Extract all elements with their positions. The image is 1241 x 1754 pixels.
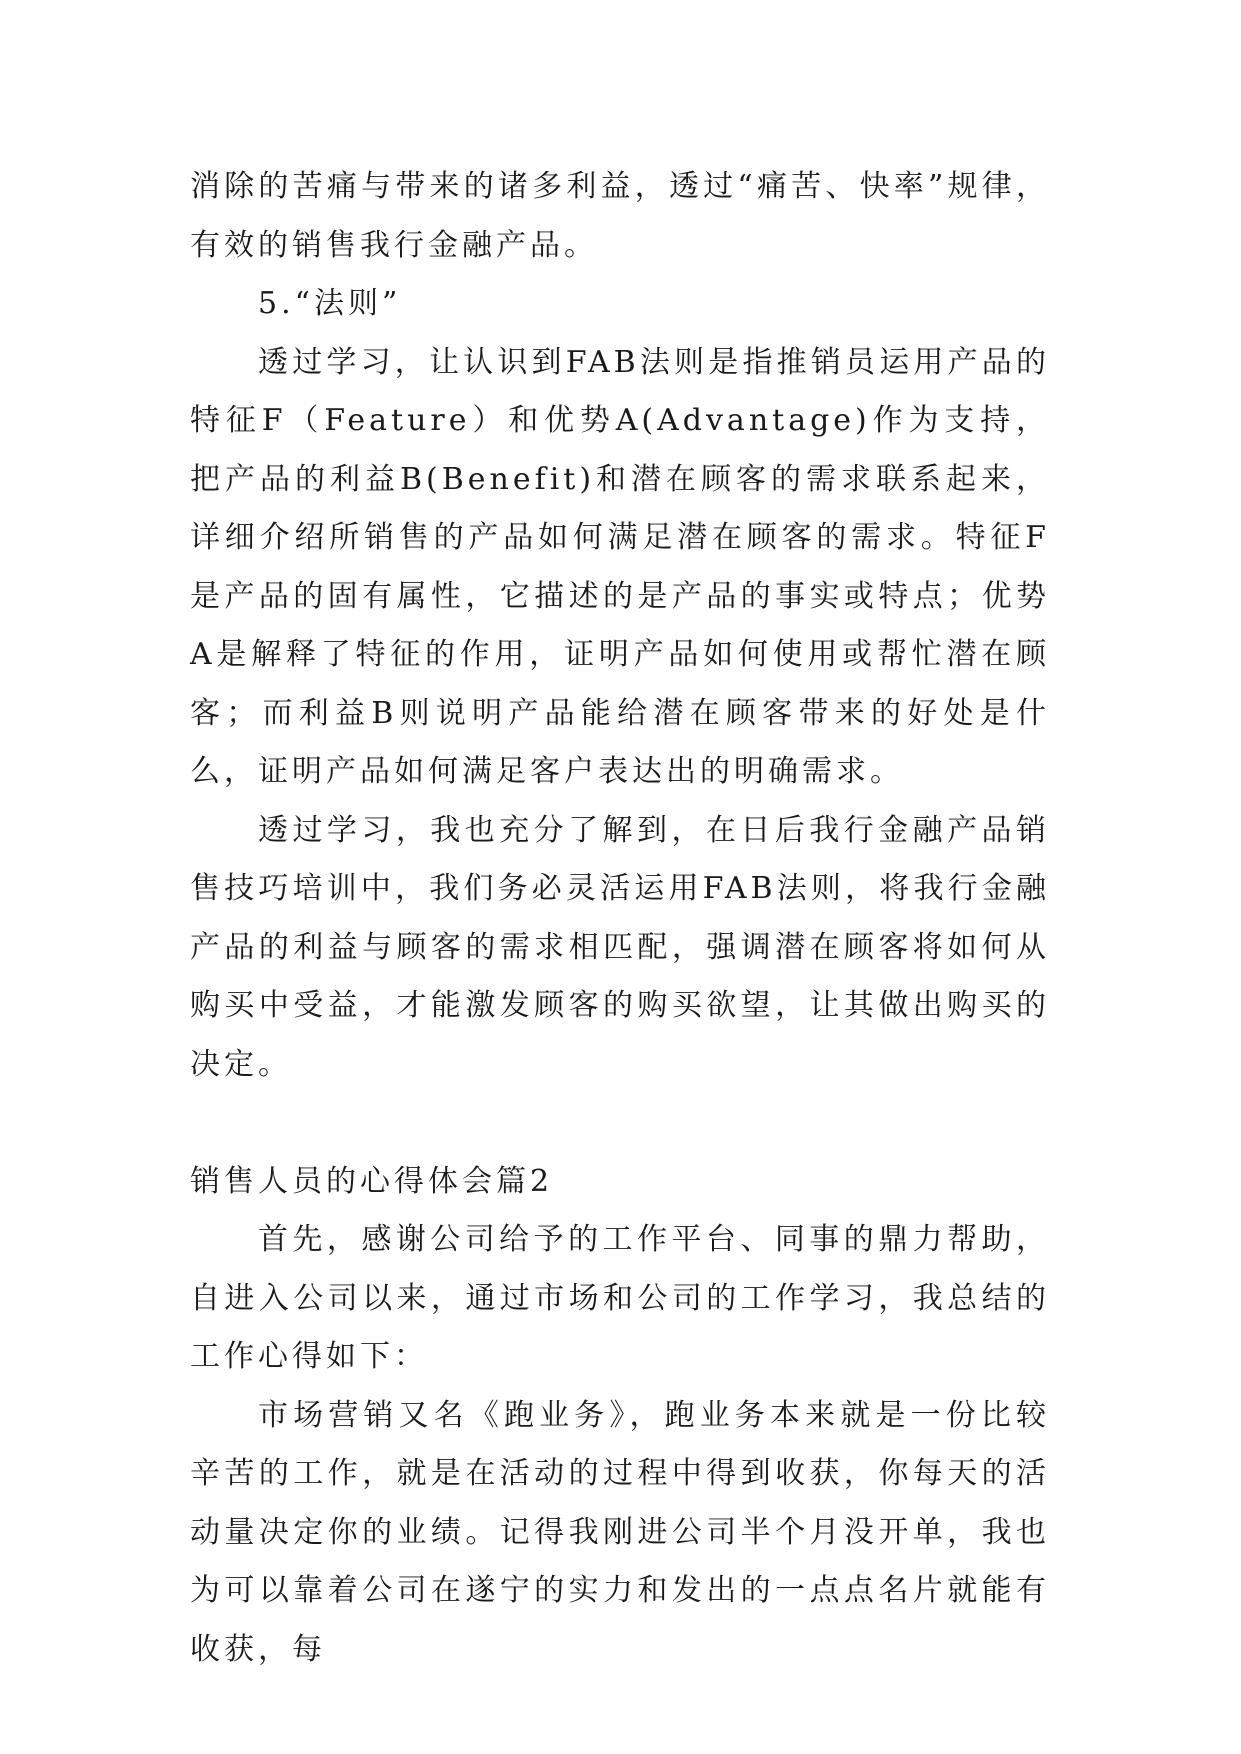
paragraph-marketing: 市场营销又名《跑业务》，跑业务本来就是一份比较辛苦的工作，就是在活动的过程中得到收获，你每天的活动量决定你的业绩。记得我刚进公司半个月没开单，我也为可以靠着公司在遂宁的实力和发出的一点点名片就能有收获，每 <box>190 1397 1050 1667</box>
paragraph-fab-heading: 5.“法则” <box>258 286 402 321</box>
paragraph-intro: 首先，感谢公司给予的工作平台、同事的鼎力帮助，自进入公司以来，通过市场和公司的工作学习，我总结的工作心得如下： <box>190 1222 1050 1374</box>
paragraph-continuation: 消除的苦痛与带来的诸多利益，透过“痛苦、快率”规律，有效的销售我行金融产品。 <box>190 169 1050 263</box>
section-title: 销售人员的心得体会篇2 <box>190 1163 554 1199</box>
paragraph-fab-application: 透过学习，我也充分了解到，在日后我行金融产品销售技巧培训中，我们务必灵活运用FAB法则，将我行金融产品的利益与顾客的需求相匹配，强调潜在顾客将如何从购买中受益，才能激发顾客的购买欲望，让其做出购买的决定。 <box>190 812 1050 1082</box>
document-body <box>190 158 1050 1679</box>
paragraph-fab-explanation: 透过学习，让认识到FAB法则是指推销员运用产品的特征F（Feature）和优势A(Advantage)作为支持，把产品的利益B(Benefit)和潜在顾客的需求联系起来，详细介绍所销售的产品如何满足潜在顾客的需求。特征F是产品的固有属性，它描述的是产品的事实或特点；优势A是解释了特征的作用，证明产品如何使用或帮忙潜在顾客；而利益B则说明产品能给潜在顾客带来的好处是什么，证明产品如何满足客户表达出的明确需求。 <box>190 344 1050 789</box>
